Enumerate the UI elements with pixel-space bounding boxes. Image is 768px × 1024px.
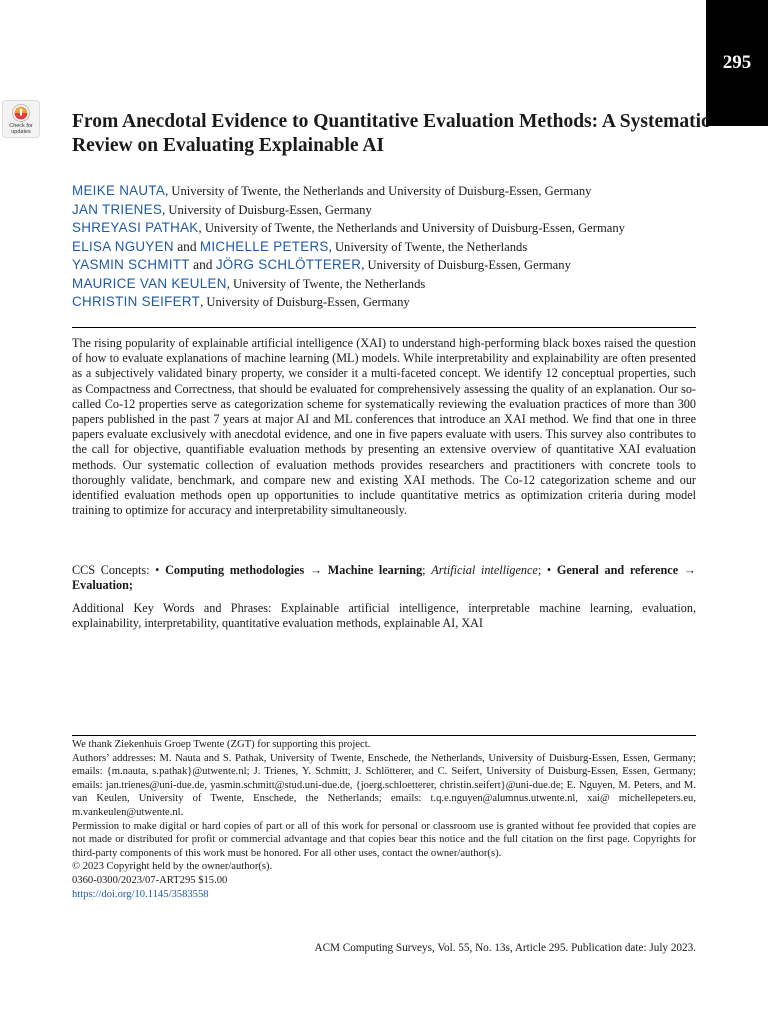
- author-line: [72, 219, 712, 238]
- author-line: [72, 293, 712, 312]
- acknowledgement: We thank Ziekenhuis Groep Twente (ZGT) for supporting this project.: [72, 739, 371, 750]
- badge-label-line2: updates: [11, 129, 31, 135]
- additional-keywords: Additional Key Words and Phrases: Explainable artificial intelligence, interpretable machine learning, evaluation, explainability, interpretability, quantitative evaluation methods, explainable AI, XAI: [72, 601, 696, 631]
- author-line: [72, 182, 712, 201]
- paper-title: From Anecdotal Evidence to Quantitative Evaluation Methods: A Systematic Review on Evaluating Explainable AI: [72, 111, 710, 156]
- doi-link[interactable]: https://doi.org/10.1145/3583558: [72, 888, 209, 900]
- author-conjunction: and: [173, 238, 200, 254]
- ccs-concepts: [72, 563, 696, 594]
- copyright-line: © 2023 Copyright held by the owner/author(s).: [72, 861, 273, 873]
- author-name[interactable]: YASMIN SCHMITT: [72, 257, 190, 272]
- footnotes: [72, 738, 696, 901]
- abstract-divider: [72, 327, 696, 328]
- page-number: 295: [722, 52, 752, 73]
- author-name[interactable]: MAURICE VAN KEULEN: [72, 275, 227, 291]
- author-line: [72, 238, 712, 257]
- author-line: [72, 201, 712, 220]
- author-line: [72, 275, 712, 294]
- ccs-separator: ;: [422, 563, 432, 577]
- author-line: [72, 256, 712, 275]
- ccs-separator: ; •: [537, 563, 557, 577]
- page-number-tab: [706, 0, 768, 126]
- author-conjunction: and: [189, 257, 216, 272]
- author-name[interactable]: JÖRG SCHLÖTTERER: [215, 257, 362, 272]
- badge-label-line1: Check for: [9, 123, 33, 129]
- author-affiliation: , University of Twente, the Netherlands and University of Duisburg-Essen, Germany: [165, 184, 592, 198]
- footnote-divider: [72, 735, 696, 736]
- author-affiliation: , University of Duisburg-Essen, Germany: [200, 295, 410, 309]
- authors-addresses: Authors’ addresses: M. Nauta and S. Pathak, University of Twente, Enschede, the Netherlands, University of Duisburg-Essen, Essen, Germany; emails: {m.nauta, s.pathak}@utwente.nl; J. Trienes, Y. Schmitt, J. Schlötterer, and C. Seifert, University of Duisburg-Essen, Essen, Germany; emails: jan.trienes@uni-due.de, yasmin.schmitt@stud.uni-due.de, {joerg.schloetterer, christin.seifert}@uni-due.de; E. Nguyen, M. Peters, and M. van Keulen, University of Twente, Enschede, the Netherlands; emails: t.q.e.nguyen@alumnus.utwente.nl, xai@ michellepeters.eu, m.vankeulen@utwente.nl.: [72, 752, 696, 818]
- author-name[interactable]: CHRISTIN SEIFERT: [72, 294, 201, 309]
- author-name[interactable]: JAN TRIENES: [72, 201, 163, 217]
- ccs-concept: Artificial intelligence: [431, 563, 538, 577]
- author-list: [72, 182, 712, 312]
- author-name[interactable]: MEIKE NAUTA: [72, 183, 166, 198]
- author-name[interactable]: MICHELLE PETERS: [199, 238, 329, 254]
- author-affiliation: , University of Twente, the Netherlands and University of Duisburg-Essen, Germany: [198, 221, 625, 235]
- check-for-updates-icon: [11, 103, 31, 123]
- author-name[interactable]: ELISA NGUYEN: [72, 238, 174, 254]
- issn-line: 0360-0300/2023/07-ART295 $15.00: [72, 874, 228, 886]
- ccs-concept: Computing methodologies → Machine learning: [165, 563, 423, 577]
- author-affiliation: , University of Twente, the Netherlands: [226, 276, 426, 291]
- abstract: The rising popularity of explainable artificial intelligence (XAI) to understand high-performing black boxes raised the question of how to evaluate explanations of machine learning (ML) models. While interpretability and explainability are often presented as a subjectively validated binary property, we consider it a multi-faceted concept. We identify 12 conceptual properties, such as Compactness and Correctness, that should be evaluated for comprehensively assessing the quality of an explanation. Our so-called Co-12 properties serve as categorization scheme for systematically reviewing the evaluation practices of more than 300 papers published in the past 7 years at major AI and ML conferences that introduce an XAI method. We find that one in three papers evaluate exclusively with anecdotal evidence, and one in five papers evaluate with users. This survey also contributes to the call for objective, quantifiable evaluation methods by presenting an extensive overview of quantitative XAI evaluation methods. Our systematic collection of evaluation methods provides researchers and practitioners with concrete tools to thoroughly validate, benchmark, and compare new and existing XAI methods. The Co-12 categorization scheme and our identified evaluation methods open up opportunities to include quantitative metrics as optimization criteria during model training to optimize for accuracy and interpretability simultaneously.: [72, 336, 696, 518]
- author-affiliation: , University of Duisburg-Essen, Germany: [361, 258, 571, 272]
- ccs-concept: General and reference → Evaluation;: [72, 563, 696, 593]
- author-name[interactable]: SHREYASI PATHAK: [72, 220, 199, 235]
- author-affiliation: , University of Twente, the Netherlands: [328, 239, 528, 254]
- permission-notice: Permission to make digital or hard copies of part or all of this work for personal or classroom use is granted without fee provided that copies are not made or distributed for profit or commercial advantage and that copies bear this notice and the full citation on the first page. Copyrights for third-party components of this work must be honored. For all other uses, contact the owner/author(s).: [72, 820, 696, 859]
- ccs-prefix: CCS Concepts: •: [72, 563, 166, 577]
- check-for-updates-badge[interactable]: [2, 100, 40, 138]
- journal-citation: ACM Computing Surveys, Vol. 55, No. 13s, Article 295. Publication date: July 2023.: [314, 942, 696, 954]
- author-affiliation: , University of Duisburg-Essen, Germany: [162, 202, 372, 217]
